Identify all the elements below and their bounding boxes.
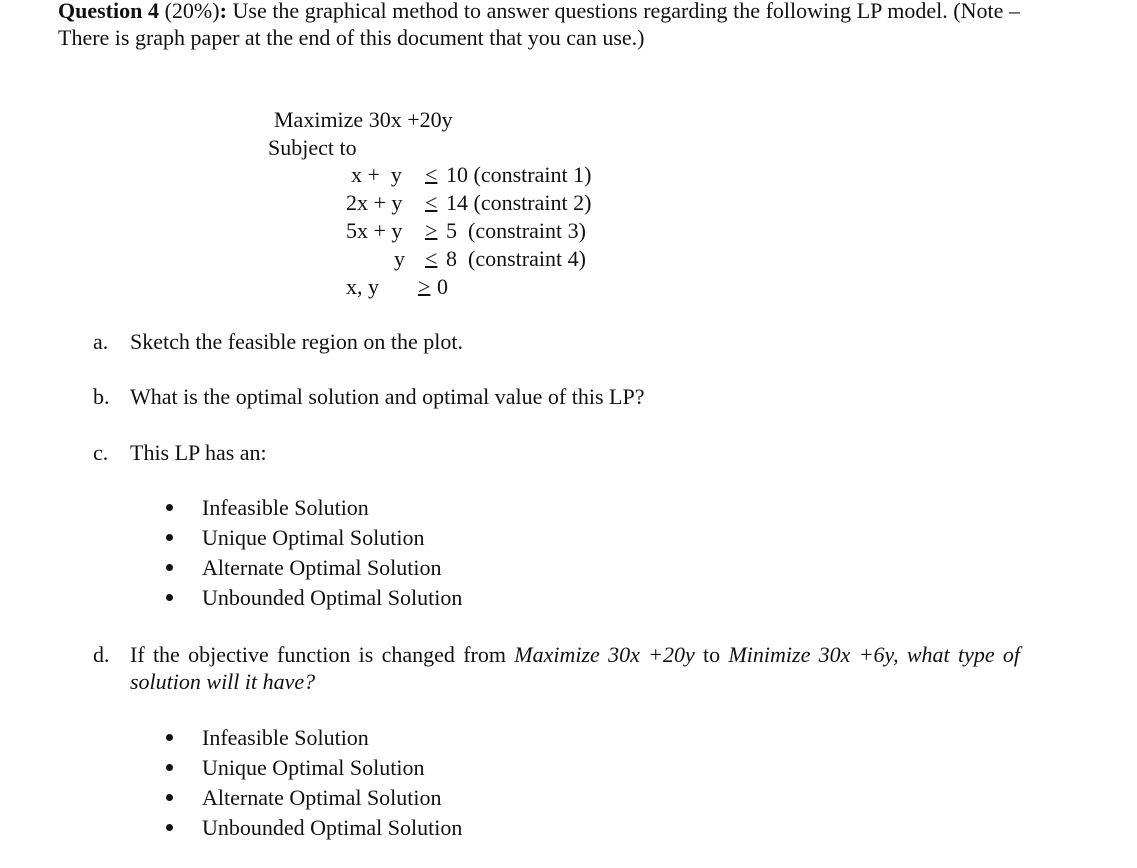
nonnegativity-rhs: 0 [437,274,448,299]
constraint-1-rhs: 10 (constraint 1) [446,162,592,187]
option-d-infeasible: Infeasible Solution [202,725,369,750]
option-d-unique: Unique Optimal Solution [202,755,425,780]
constraint-3-rhs: 5 (constraint 3) [446,218,586,243]
question-text: Use the graphical method to answer questions regarding the following LP model. (Note – There is graph paper at the end of this document that you can use.) [58,0,1020,50]
part-d-marker: d. [93,642,110,667]
question-intro [58,0,1020,51]
constraint-2-sign: < [425,190,438,215]
subject-to-label: Subject to [268,135,357,160]
constraint-3-lhs: 5x + y [346,218,403,243]
part-a-text: Sketch the feasible region on the plot. [130,329,463,354]
part-d-text-1: If the objective function is changed from [130,642,515,667]
option-c-infeasible: Infeasible Solution [202,495,369,520]
option-d-alternate: Alternate Optimal Solution [202,785,442,810]
bullet-icon [166,504,173,511]
constraint-1-sign: < [425,162,438,187]
nonnegativity-sign: > [418,274,431,299]
part-b-text: What is the optimal solution and optimal value of this LP? [130,384,645,409]
constraint-2-lhs: 2x + y [346,190,403,215]
bullet-icon [166,764,173,771]
bullet-icon [166,824,173,831]
constraint-1-lhs: x + y [351,162,402,187]
question-colon: : [219,0,227,23]
nonnegativity-lhs: x, y [346,274,379,299]
objective-function: Maximize 30x +20y [274,107,453,132]
bullet-icon [166,534,173,541]
part-d-original-objective: Maximize 30x +20y [514,642,695,667]
option-c-unbounded: Unbounded Optimal Solution [202,585,463,610]
part-d-text-3: to [694,642,729,667]
question-weight: (20%) [164,0,220,23]
constraint-4-lhs: y [394,246,405,271]
bullet-icon [166,734,173,741]
option-d-unbounded: Unbounded Optimal Solution [202,815,463,840]
part-c-text: This LP has an: [130,440,267,465]
constraint-3-sign: > [425,218,438,243]
part-b-marker: b. [93,384,110,409]
option-c-alternate: Alternate Optimal Solution [202,555,442,580]
part-a-marker: a. [93,329,109,354]
constraint-2-rhs: 14 (constraint 2) [446,190,592,215]
bullet-icon [166,564,173,571]
part-c-marker: c. [93,440,109,465]
bullet-icon [166,594,173,601]
part-d-text [130,641,1020,695]
option-c-unique: Unique Optimal Solution [202,525,425,550]
constraint-4-rhs: 8 (constraint 4) [446,246,586,271]
constraint-4-sign: < [425,246,438,271]
question-label: Question 4 [58,0,159,23]
bullet-icon [166,794,173,801]
part-d-new-objective: Minimize 30x +6y, what type of solution will it have? [130,642,1021,694]
